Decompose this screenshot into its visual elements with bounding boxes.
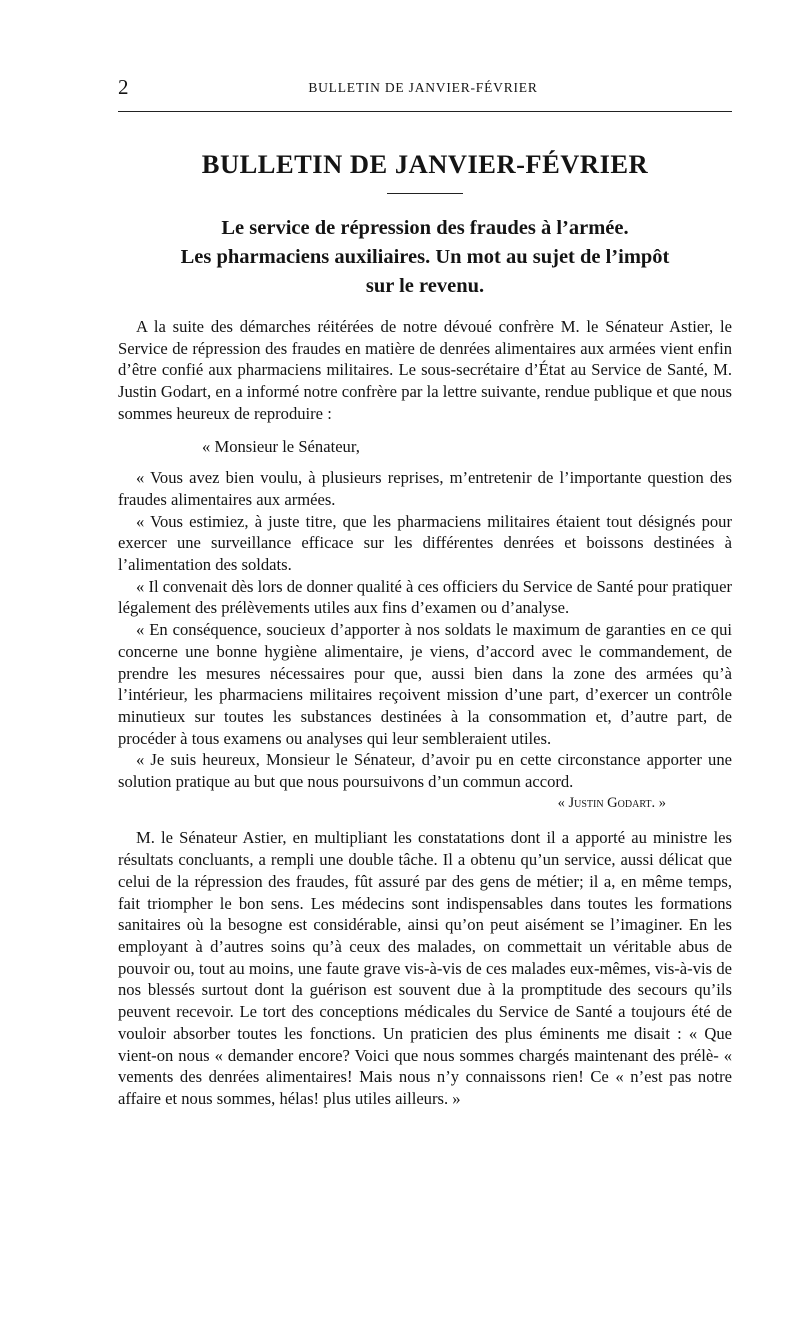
page-number: 2 bbox=[118, 75, 129, 99]
running-title: BULLETIN DE JANVIER-FÉVRIER bbox=[308, 80, 538, 95]
subtitle-line: Les pharmaciens auxiliaires. Un mot au sujet de l’impôt bbox=[180, 246, 670, 268]
article-subtitle bbox=[118, 214, 732, 301]
article-body bbox=[118, 316, 732, 1110]
intro-paragraph: A la suite des démarches réitérées de notre dévoué confrère M. le Sénateur Astier, le Service de répression des fraudes en matière de denrées alimentaires aux armées vient enfin d’être confié aux pharmaciens militaires. Le sous-secrétaire d’État au Service de Santé, M. Justin Godart, en a informé notre confrère par la lettre suivante, rendue publique et que nous sommes heureux de reproduire : bbox=[118, 317, 732, 423]
letter-paragraph: « Il convenait dès lors de donner qualité à ces officiers du Service de Santé pour pratiquer légalement des prélèvements utiles aux fins d’examen ou d’analyse. bbox=[118, 576, 732, 618]
header-rule bbox=[118, 111, 732, 112]
letter-paragraph: « En conséquence, soucieux d’apporter à nos soldats le maximum de garanties en ce qui concerne une bonne hygiène alimentaire, je viens, d’accord avec le commandement, de prendre les mesures nécessaires pour que, aussi bien dans la zone des armées qu’à l’intérieur, les pharmaciens militaires reçoivent mission d’une part, d’exercer un contrôle minutieux sur toutes les substances destinées à la consommation et, d’autre part, de procéder à tous examens ou analyses qui leur sembleraient utiles. bbox=[118, 620, 732, 748]
article-title: BULLETIN DE JANVIER-FÉVRIER bbox=[201, 149, 649, 179]
closing-paragraph: M. le Sénateur Astier, en multipliant les constatations dont il a apporté au ministre les résultats concluants, a rempli une double tâche. Il a obtenu qu’un service, aussi délicat que celui de la répression des fraudes, fût assuré par des gens de métier; il a, en même temps, fait triompher le bon sens. Les médecins sont indispensables dans toutes les formations sanitaires où la besogne est considérable, ainsi qu’on peut aisément se l’imaginer. En les employant à d’autres soins qu’à ceux des malades, on commettait un véritable abus de pouvoir ou, tout au moins, une faute grave vis-à-vis de ces malades eux-mêmes, vis-à-vis de nos blessés surtout dont la guérison est souvent due à la promptitude des secours qu’ils peuvent recevoir. Le tort des conceptions médicales du Service de Santé a toujours été de vouloir absorber toutes les fonctions. Un praticien des plus éminents me disait : « Que vient-on nous « demander encore? Voici que nous sommes chargés maintenant des prélè- « vements des denrées alimentaires! Mais nous n’y connaissons rien! Ce « n’est pas notre affaire et nous sommes, hélas! plus utiles ailleurs. » bbox=[118, 828, 732, 1108]
letter-paragraph: « Vous avez bien voulu, à plusieurs reprises, m’entretenir de l’importante question des fraudes alimentaires aux armées. bbox=[118, 468, 732, 509]
running-header bbox=[112, 74, 734, 100]
subtitle-line: Le service de répression des fraudes à l’armée. bbox=[221, 217, 629, 239]
letter-paragraph: « Vous estimiez, à juste titre, que les pharmaciens militaires étaient tout désignés pour exercer une surveillance efficace sur les différentes denrées et boissons destinées à l’alimentation des soldats. bbox=[118, 511, 732, 575]
letter-paragraph: « Je suis heureux, Monsieur le Sénateur, d’avoir pu en cette circonstance apporter une solution pratique au but que nous poursuivons d’un commun accord. bbox=[118, 750, 732, 792]
title-rule bbox=[387, 193, 463, 194]
letter-signature: « Justin Godart. » bbox=[557, 794, 666, 811]
subtitle-line: sur le revenu. bbox=[365, 275, 485, 297]
letter-salutation: « Monsieur le Sénateur, bbox=[202, 436, 360, 456]
